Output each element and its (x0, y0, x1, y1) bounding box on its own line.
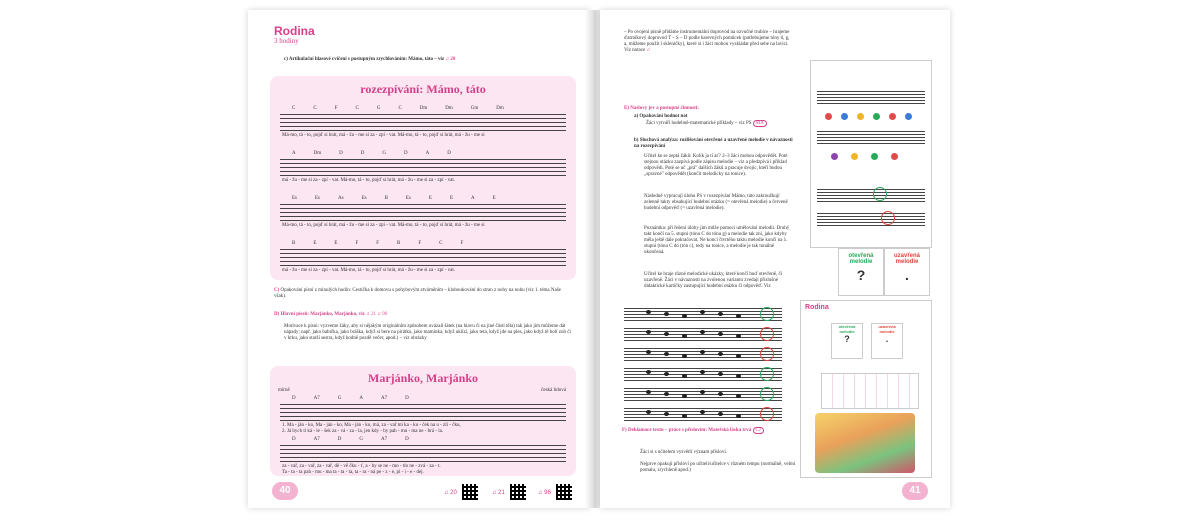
chord-symbol: F (355, 241, 359, 246)
music-note (646, 370, 651, 374)
music-note (682, 354, 687, 358)
worksheet-thumbnail (800, 300, 932, 478)
worksheet-thumbnail (810, 60, 932, 248)
music-note (736, 394, 741, 398)
music-note (718, 332, 723, 336)
answer-circle (873, 187, 887, 201)
song-origin: česká lidová (541, 388, 566, 393)
chord-symbol: Es (315, 196, 320, 201)
lyrics-line: Ta - ta - ta pah - mu - ma ta - ta - ta, ta - ra - ná pe - z - e, pi - i - e - dej. (282, 470, 424, 475)
tempo-marking: mírně (278, 388, 290, 393)
section-c: C) Opakování písní z minulých hodin: Cestička k domovu s pohybovým ztvárněním – kloboukování do stran z nohy na nohu (viz 1. téma Naše však). (274, 288, 561, 299)
music-note (682, 334, 687, 338)
section-f: F) Deklamace textu – práce s příslovím: Mateřská láska trvá CJ (622, 428, 802, 434)
color-dot (857, 113, 864, 120)
sub-b: b) Sluchová analýza: rozlišování otevřené a uzavřené melodie v návaznosti na rozezpívání (634, 138, 793, 149)
chord-symbol: B (384, 196, 388, 201)
music-note (664, 372, 669, 376)
chord-symbol: A (471, 196, 475, 201)
chord-symbol: G (337, 396, 342, 401)
music-staff (817, 189, 925, 205)
chord-symbol: G (382, 151, 386, 156)
lyrics-line: Má-mo, tá - to, pojď si hrát, má - žu - me si za - zpí - vat. Má-mo, tá - to, pojď si hrát, má - žu - me si (282, 133, 485, 138)
music-note (736, 334, 741, 338)
song-panel-marjanko (270, 366, 576, 476)
answer-circle[interactable] (760, 307, 774, 321)
chord-symbol: D (405, 396, 409, 401)
chord-row (292, 241, 481, 246)
chord-symbol: As (338, 196, 344, 201)
rhythm-grid (821, 373, 919, 409)
chord-symbol: G (359, 437, 363, 442)
music-note (664, 332, 669, 336)
chord-symbol: Dm (419, 106, 428, 111)
chord-symbol: E (492, 196, 496, 201)
chord-symbol: D (405, 437, 409, 442)
music-note (718, 352, 723, 356)
chord-row (292, 396, 427, 401)
chord-row (292, 437, 427, 442)
answer-circle[interactable] (760, 327, 774, 341)
chord-symbol: E (449, 196, 454, 201)
music-note (700, 370, 705, 374)
music-note (682, 394, 687, 398)
top-paragraph: – Po ovojení písně přidáme instrumentální doprovod na ozvučné trubice – hrajeme ďatrníkový doprovod T – S – D podle barevných pomůcek (potřebujeme tóny d, g, a, můžeme použít i skleničky), které si i žáci mohou vyskládat před sebe na lavici. Viz notace ♫ (624, 30, 790, 53)
chord-symbol: D (447, 151, 451, 156)
music-note (718, 312, 723, 316)
chord-symbol: A7 (313, 437, 320, 442)
chord-symbol: Gm (470, 106, 479, 111)
lyrics-line: Má-mo, tá - to, pojď si hrát, má - žu - me si za - zpí - vat. Má-mo, tá - to, pojď si hrát, má - žu - me si (282, 223, 485, 228)
chord-symbol: Dm (313, 151, 322, 156)
music-staff (280, 445, 566, 461)
music-note (718, 412, 723, 416)
color-dot (825, 113, 832, 120)
chord-symbol: C (292, 106, 296, 111)
music-note (700, 310, 705, 314)
answer-circle[interactable] (760, 407, 774, 421)
chord-symbol: C (313, 106, 317, 111)
motivace-text: Motivace k písni: vyzveme žáky, aby si nějakým originálním způsobem uvázali šátek (na hlavu či na jiné části těla) tak jako jim můžeme dát nápady: např. jako babička, jako bráška, když si bere na pirátku, jako maminka, když uklízí, jako teta, když jde na ples, jako když tě bolí zub či v krku, jako starší sestra, když hodně pozdě večer, apod.) – viz obrázky (284, 324, 571, 341)
music-staff (280, 249, 566, 265)
qr-code[interactable] (462, 484, 478, 500)
chord-symbol: A7 (381, 437, 388, 442)
left-page (248, 10, 590, 508)
music-staff (817, 213, 925, 229)
music-note (718, 372, 723, 376)
footer-audio[interactable]: ♫ 21 (492, 490, 505, 496)
right-page (600, 10, 950, 508)
music-staff (817, 131, 925, 147)
chord-symbol: D (292, 396, 296, 401)
song-title: rozezpívání: Mámo, táto (360, 82, 486, 96)
bullet-item: Nejprve opakují přísloví po učiteli/učitelce v různém tempu (normálně, velmi pomalu, zrychleně apod.) (640, 462, 796, 473)
footer-audio[interactable]: ♫ 20 (444, 490, 457, 496)
song-title: Marjánko, Marjánko (368, 371, 478, 385)
chord-row (292, 106, 522, 111)
chord-symbol: A (359, 396, 363, 401)
lyrics-line: má - žu - me si za - zpí - vat. Má-mo, tá - to, pojď si hrát, má - žu - me si za - zpí - vat. (282, 268, 456, 273)
music-note (700, 410, 705, 414)
color-dot (831, 153, 838, 160)
qr-code[interactable] (556, 484, 572, 500)
card-open-melody[interactable]: otevřená melodie ? (838, 248, 884, 296)
music-staff (817, 91, 925, 107)
chord-symbol: E (428, 196, 432, 201)
chord-symbol: Dm (445, 106, 453, 111)
chord-symbol: Es (405, 196, 411, 201)
lyrics-line: 1. Ma - ján - ko, Ma - ján - ko, Ma - ján - ko, má, za - vař mi ka - ku - ček na u - zlí - čku, (282, 423, 461, 428)
chord-symbol: D (337, 437, 342, 442)
lyrics-line: 2. Já bych ti ká - le - šek za - vá - za - la, jen kdy - by pah - mu - ma ne - brá - la. (282, 429, 444, 434)
chord-symbol: F (376, 241, 380, 246)
color-dot (851, 153, 858, 160)
chord-symbol: F (418, 241, 422, 246)
chord-symbol: D (292, 437, 296, 442)
chord-symbol: E (334, 241, 338, 246)
music-note (718, 392, 723, 396)
bullet-item: Učitel ke hraje různé melodické ukázky, které končí buď otevřeně, či uzavřeně. Žáci v návaznosti na zvolenou variantu zvedají příslušné didaktické kartičky zastupující hudební otázku či odpověď. Viz (644, 272, 783, 289)
bullet-item: Poznámka: při řešení úlohy jim může pomoci umělování melodii. Druhý takt končí na 5. stupni (tónu C do tónu g) a melodie tak zní, jako kdyby měla ještě dále pokračovat. Ne konci čtvrtého taktu melodie končí na 1. stupni (tónu C do (tón c), tedy na tonice, a melodie je tak tonálně ukončená. (644, 226, 790, 255)
chord-symbol: D (404, 151, 408, 156)
chord-symbol: F (334, 106, 338, 111)
subject-badge: CJ (753, 427, 764, 434)
page-title: Rodina (274, 24, 315, 38)
color-dot (841, 113, 848, 120)
audio-icon[interactable]: ♫ (365, 312, 370, 317)
chord-symbol: B (292, 241, 296, 246)
music-note (664, 392, 669, 396)
chord-symbol: A (292, 151, 296, 156)
music-note (736, 314, 741, 318)
bullet-item: Učitel ke se zeptá žáků: Kolik ja tí ať? 2–3 žáci mohou odpovědět. Poté stejnou otázku zazpívá podle zápisu melodie – viz a předzpívá i příklad odpovědi. Poté se uč „prá" dalších žáků a pracuje dvojic, kteří budou „spravné" odpovědět (končit melodicky na tonice). (644, 154, 788, 177)
page-number: 40 (272, 482, 298, 500)
chord-row (292, 151, 469, 156)
music-note (646, 350, 651, 354)
chord-symbol: Es (361, 196, 367, 201)
music-note (682, 414, 687, 418)
intro-item: c) Artikulační hlasové cvičení s postupným zrychlováním: Mámo, táto – viz ♫ 20 (284, 57, 456, 62)
chord-symbol: C (355, 106, 359, 111)
music-note (646, 310, 651, 314)
chord-symbol: D (339, 151, 343, 156)
mini-card-open: otevřená melodie ? (831, 323, 863, 359)
music-note (700, 350, 705, 354)
chord-symbol: Dm (496, 106, 504, 111)
audio-icon[interactable]: ♫ (377, 312, 381, 317)
music-note (682, 374, 687, 378)
chord-symbol: G (376, 106, 381, 111)
chord-symbol: D (360, 151, 365, 156)
answer-circle (881, 211, 895, 225)
song-panel-mamo-tato (270, 76, 576, 280)
music-note (700, 390, 705, 394)
chord-symbol: A (425, 151, 430, 156)
chord-symbol: B (397, 241, 401, 246)
color-dot (891, 153, 898, 160)
sub-a: a) Opakování hodnot not (634, 114, 688, 119)
color-dot (873, 113, 880, 120)
page-subtitle: 3 hodiny (274, 37, 299, 45)
chord-symbol: A7 (381, 396, 388, 401)
section-d: D) Hlavní píseň: Marjánko, Marjánko, viz ♫ 21 ♫ 96 (274, 312, 388, 317)
bullet-item: Žáci si s učitelem vysvětlí význam přísloví. (640, 450, 728, 455)
chord-symbol: C (439, 241, 443, 246)
music-note (646, 330, 651, 334)
qr-code[interactable] (510, 484, 526, 500)
section-e: E) Naslovy jev a postupné činnosti: (624, 106, 699, 111)
audio-number: 20 (450, 57, 456, 62)
chord-symbol: Es (292, 196, 297, 201)
footer-audio[interactable]: ♫ 96 (538, 490, 551, 496)
worksheet-title: Rodina (805, 304, 829, 311)
music-note (664, 412, 669, 416)
music-staff (280, 404, 566, 420)
color-dot (889, 113, 896, 120)
music-staff (280, 114, 566, 130)
subject-badge: MA (753, 120, 767, 127)
music-note (736, 374, 741, 378)
card-closed-melody[interactable]: uzavřená melodie . (884, 248, 930, 296)
page-number: 41 (902, 482, 928, 500)
music-note (664, 312, 669, 316)
family-illustration (815, 413, 915, 473)
bullet-item: Následně vypracují úlohu PS v rozezpívání Mámo, táto zakroužkují zelenně takty obsahující hudební otázku (= otevřená melodie) a červeně hudební odpověď (= uzavřená melodie). (644, 194, 788, 211)
sub-a-text: Žáci vytváří hudebně-matematické příklady – viz PS MA (646, 121, 796, 127)
music-note (664, 352, 669, 356)
notation-icon[interactable]: ♫ (646, 48, 651, 53)
mini-card-closed: uzavřená melodie . (871, 323, 903, 359)
chord-symbol: A7 (313, 396, 320, 401)
music-staff (280, 204, 566, 220)
audio-icon[interactable]: ♫ (445, 57, 450, 62)
lyrics-line: za - vař, za - vař, za - vař, dě - vě čku - ť, a - by se ne - mo - tlo ne - zvá - za - t. (282, 464, 441, 469)
music-note (682, 314, 687, 318)
music-note (700, 330, 705, 334)
color-dot (871, 153, 878, 160)
music-note (736, 354, 741, 358)
answer-circle[interactable] (760, 347, 774, 361)
chord-row (292, 196, 514, 201)
chord-symbol: E (313, 241, 317, 246)
color-dot (905, 113, 912, 120)
lyrics-line: má - žu - me si za - zpí - vat. Má-mo, tá - to, pojď si hrát, má - žu - me si za - zpí - vat. (282, 178, 456, 183)
answer-circle[interactable] (760, 387, 774, 401)
chord-symbol: F (460, 241, 464, 246)
music-staff (280, 159, 566, 175)
chord-symbol: C (398, 106, 402, 111)
answer-circle[interactable] (760, 367, 774, 381)
music-note (736, 414, 741, 418)
music-note (646, 410, 651, 414)
music-note (646, 390, 651, 394)
